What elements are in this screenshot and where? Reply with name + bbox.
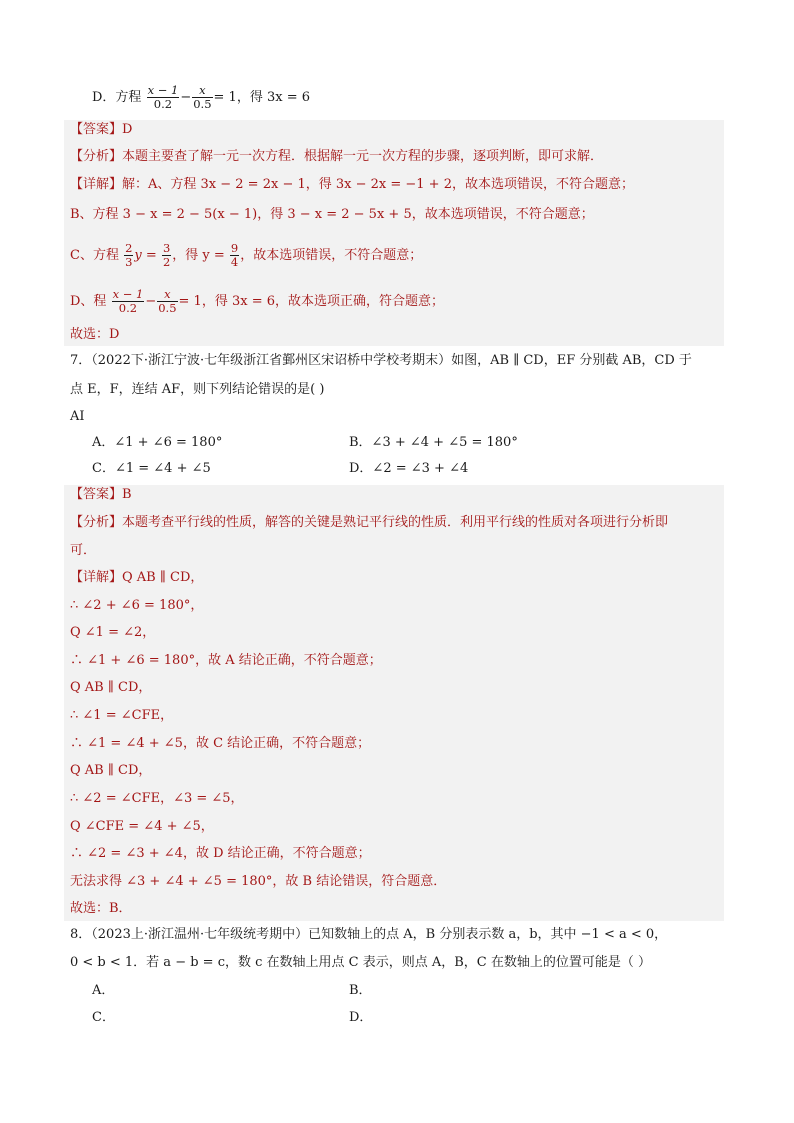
q7-detail-9: ∴ ∠2 = ∠CFE，∠3 = ∠5， — [70, 791, 244, 806]
q8-option-c: C． — [92, 1010, 115, 1025]
q6-answer: 【答案】D — [70, 122, 133, 137]
fraction: $\frac{9}{4}$ — [230, 241, 239, 269]
fraction: $\frac{x - 1}{0.2}$ — [147, 83, 179, 111]
q7-detail-5: Q AB ∥ CD， — [70, 680, 152, 695]
q7-detail-7: ∴ ∠1 = ∠4 + ∠5，故 C 结论正确，不符合题意； — [70, 736, 371, 751]
q6-choice: 故选：D — [70, 327, 120, 342]
q7-answer: 【答案】B — [70, 487, 132, 502]
fraction: $\frac{x}{0.5}$ — [193, 83, 212, 111]
q8-option-a: A． — [92, 983, 115, 998]
fraction: $\frac{x - 1}{0.2}$ — [112, 287, 144, 315]
q7-detail-11: ∴ ∠2 = ∠3 + ∠4，故 D 结论正确，不符合题意； — [70, 846, 371, 861]
q6-option-d-label: D．方程 — [92, 90, 142, 105]
fraction: $\frac{x}{0.5}$ — [158, 287, 177, 315]
q6-detail-d: D、程 $\frac{x - 1}{0.2}$ − $\frac{x}{0.5}$ = 1，得 3x = 6，故本选项正确，符合题意； — [70, 287, 444, 315]
q7-stem-line1: 7．（2022下·浙江宁波·七年级浙江省鄞州区宋诏桥中学校考期末）如图，AB ∥ CD，EF 分别截 AB，CD 于 — [70, 353, 692, 368]
q7-detail-2: ∴ ∠2 + ∠6 = 180°， — [70, 598, 204, 613]
q7-detail-12: 无法求得 ∠3 + ∠4 + ∠5 = 180°，故 B 结论错误，符合题意． — [70, 874, 447, 889]
q7-analysis-line1: 【分析】本题考查平行线的性质，解答的关键是熟记平行线的性质．利用平行线的性质对各项进行分析即 — [70, 515, 669, 530]
q7-option-b: B．∠3 + ∠4 + ∠5 = 180° — [349, 435, 518, 450]
q8-option-d: D． — [349, 1010, 373, 1025]
q6-detail-a: 【详解】解：A、方程 3x − 2 = 2x − 1，得 3x − 2x = −1 + 2，故本选项错误，不符合题意； — [70, 177, 634, 192]
fraction: $\frac{2}{3}$ — [125, 241, 133, 269]
fraction: $\frac{3}{2}$ — [162, 241, 171, 269]
q7-analysis-line2: 可． — [70, 543, 97, 558]
q6-detail-c: C、方程 $\frac{2}{3}$ y = $\frac{3}{2}$ ，得 y = $\frac{9}{4}$ ，故本选项错误，不符合题意； — [70, 241, 423, 269]
q7-detail-6: ∴ ∠1 = ∠CFE， — [70, 708, 174, 723]
q6-detail-b: B、方程 3 − x = 2 − 5(x − 1)，得 3 − x = 2 − 5x + 5，故本选项错误，不符合题意； — [70, 207, 594, 222]
q6-analysis: 【分析】本题主要查了解一元一次方程．根据解一元一次方程的步骤，逐项判断，即可求解． — [70, 149, 604, 164]
q7-detail-3: Q ∠1 = ∠2， — [70, 625, 156, 640]
q7-option-c: C．∠1 = ∠4 + ∠5 — [92, 461, 211, 476]
q8-stem-line1: 8．（2023上·浙江温州·七年级统考期中）已知数轴上的点 A，B 分别表示数 a，b，其中 −1 < a < 0， — [70, 927, 668, 942]
q7-detail-1: 【详解】Q AB ∥ CD， — [70, 570, 204, 585]
q7-detail-10: Q ∠CFE = ∠4 + ∠5， — [70, 819, 214, 834]
q7-stem-line2: 点 E，F，连结 AF，则下列结论错误的是( ) — [70, 382, 325, 397]
q8-option-b: B． — [349, 983, 372, 998]
q7-option-d: D．∠2 = ∠3 + ∠4 — [349, 461, 469, 476]
q7-option-a: A．∠1 + ∠6 = 180° — [92, 435, 223, 450]
q7-figure-placeholder: AI — [70, 409, 85, 424]
q7-choice: 故选：B． — [70, 901, 132, 916]
q6-option-d: D．方程 $\frac{x - 1}{0.2}$ − $\frac{x}{0.5}$ = 1，得 3x = 6 — [92, 83, 310, 111]
q8-stem-line2: 0 < b < 1．若 a − b = c，数 c 在数轴上用点 C 表示，则点 A，B，C 在数轴上的位置可能是（ ） — [70, 955, 652, 970]
q7-detail-4: ∴ ∠1 + ∠6 = 180°，故 A 结论正确，不符合题意； — [70, 653, 382, 668]
q7-detail-8: Q AB ∥ CD， — [70, 763, 152, 778]
